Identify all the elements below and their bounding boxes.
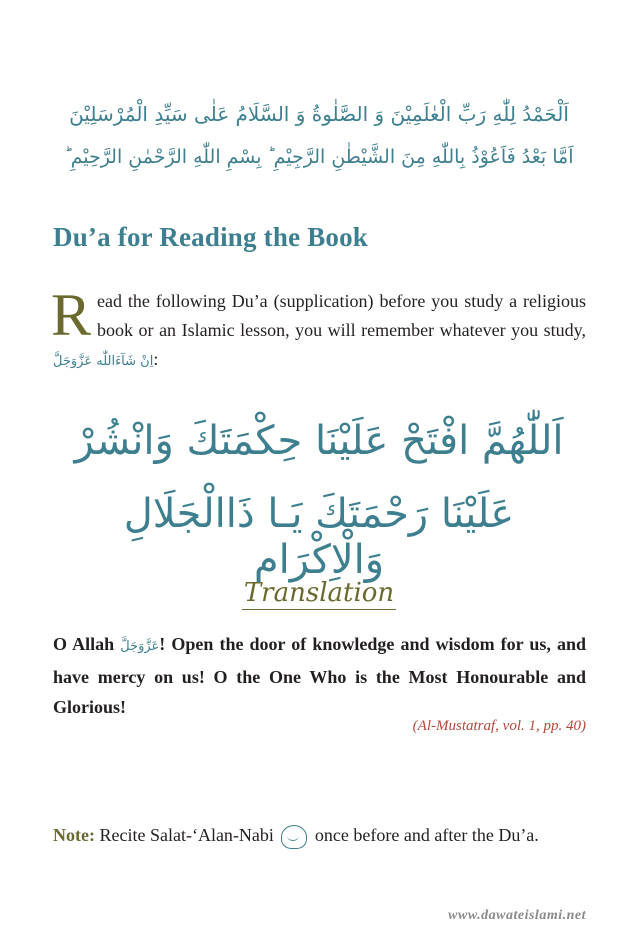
translation-arabic-inline: عَزَّوَجَلَّ xyxy=(120,639,160,654)
intro-arabic-inline: اِنْ شَآءَاللّٰه عَزَّوَجَلَّ xyxy=(53,354,154,369)
intro-paragraph xyxy=(51,282,586,376)
dua-line-1: اَللّٰهُمَّ افْتَحْ عَلَیْنَا حِكْمَتَكَ وَانْشُرْ xyxy=(74,418,564,464)
translation-body: ! Open the door of knowledge and wisdom for us, and have mercy on us! O the One Who is the Most Honourable and Glorious! xyxy=(53,634,587,717)
note-line xyxy=(53,825,593,849)
intro-end-punct: : xyxy=(153,349,159,369)
intro-text: ead the following Du’a (supplication) before you study a religious book or an Islamic lesson, you will remember whatever you study, xyxy=(97,291,586,340)
translation-heading xyxy=(0,578,638,608)
note-text-before: Recite Salat-‘Alan-Nabi xyxy=(94,825,279,846)
dua-line-2: عَلَیْنَا رَحْمَتَكَ یَـا ذَاالْجَلَالِ وَالْاِكْرَام xyxy=(123,491,515,583)
note-label: Note: xyxy=(53,825,95,846)
header-arabic-line-2: اَمَّا بَعْدُ فَاَعُوْذُ بِاللّٰهِ مِنَ الشَّیْطٰنِ الرَّجِیْمِ ؕ بِسْمِ اللّٰهِ الرَّحْمٰنِ الرَّحِیْمِ ؕ xyxy=(64,146,574,168)
translation-prefix: O Allah xyxy=(53,634,115,654)
intro-text-block xyxy=(51,282,586,376)
page-title: Du’a for Reading the Book xyxy=(53,222,369,252)
footer-url[interactable]: www.dawateislami.net xyxy=(448,908,586,923)
translation-text xyxy=(53,629,586,722)
translation-title: Translation xyxy=(243,578,395,608)
salutation-seal-icon xyxy=(281,825,307,849)
drop-cap: R xyxy=(51,282,92,348)
note-text-after: once before and after the Du’a. xyxy=(310,825,539,846)
header-arabic-line-1: اَلْحَمْدُ لِلّٰهِ رَبِّ الْعٰلَمِیْنَ وَ الصَّلٰوةُ وَ السَّلَامُ عَلٰی سَیِّدِ الْمُرْسَلِیْنَ xyxy=(69,102,569,126)
citation: (Al-Mustatraf, vol. 1, pp. 40) xyxy=(412,718,586,734)
